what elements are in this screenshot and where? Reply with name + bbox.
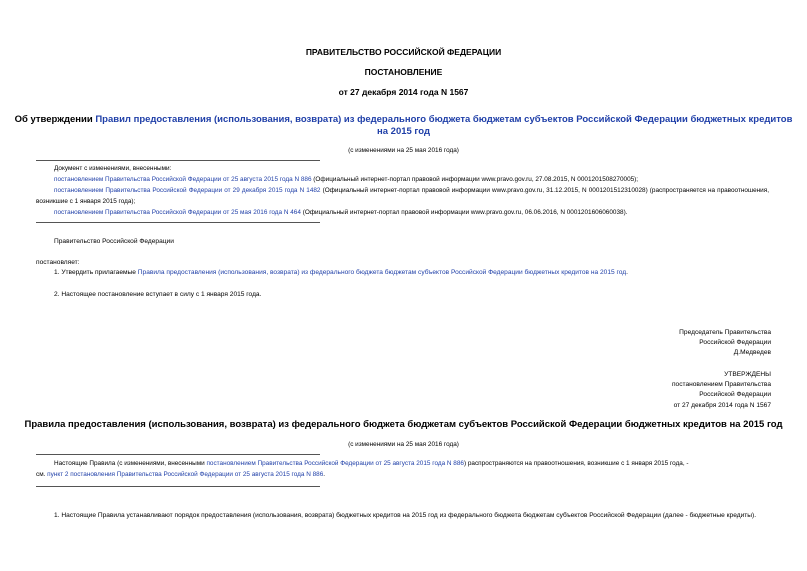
approval-line: от 27 декабря 2014 года N 1567 [673, 401, 771, 409]
amendment-link[interactable]: постановлением Правительства Российской Федерации от 29 декабря 2015 года N 1482 [54, 187, 321, 194]
rules-note-see: см. [36, 471, 48, 478]
document-title [0, 114, 807, 138]
title-prefix: Об утверждении [14, 114, 96, 125]
amendment-details: (Официальный интернет-портал правовой информации www.pravo.gov.ru, 31.12.2015, N 0001201512310028) (распространяется на правоотношения, возникшие с 1 января 2015 года); [36, 187, 769, 205]
rules-note-middle: ) распространяются на правоотношения, возникшие с 1 января 2015 года, - [463, 460, 689, 467]
clause-1 [54, 267, 769, 278]
signature-name: Д.Медведев [733, 349, 771, 357]
rules-note-suffix: . [323, 471, 326, 478]
divider [36, 486, 320, 487]
divider [36, 454, 320, 455]
amendment-link[interactable]: постановлением Правительства Российской Федерации от 25 августа 2015 года N 886 [206, 460, 464, 467]
revision-note: (с изменениями на 25 мая 2016 года) [348, 147, 459, 154]
rules-note-prefix: Настоящие Правила (с изменениями, внесенными [54, 460, 207, 467]
doc-type-heading: ПОСТАНОВЛЕНИЕ [364, 67, 443, 77]
amendment-details: (Официальный интернет-портал правовой информации www.pravo.gov.ru, 06.06.2016, N 0001201606060038). [300, 209, 628, 216]
approval-block [672, 370, 771, 411]
clause-1-prefix: 1. Утвердить прилагаемые [54, 269, 138, 276]
approval-line: постановлением Правительства [671, 381, 771, 389]
revision-note: (с изменениями на 25 мая 2016 года) [348, 441, 459, 448]
government-heading: ПРАВИТЕЛЬСТВО РОССИЙСКОЙ ФЕДЕРАЦИИ [305, 47, 502, 57]
clause-1-suffix: . [626, 269, 628, 276]
date-number-heading: от 27 декабря 2014 года N 1567 [338, 87, 469, 97]
resolves-text: постановляет: [36, 259, 80, 266]
title-rules-link[interactable]: Правил предоставления (использования, возврата) из федерального бюджета бюджетам субъектов Российской Федерации бюджетных кредитов [95, 114, 793, 125]
amendment-link[interactable]: постановлением Правительства Российской Федерации от 25 августа 2015 года N 886 [54, 176, 312, 183]
title-rules-link-cont[interactable]: на 2015 год [377, 126, 430, 137]
rules-note [54, 458, 769, 469]
rules-note-ref [36, 469, 769, 480]
rules-link[interactable]: Правила предоставления (использования, возврата) из федерального бюджета бюджетам субъектов Российской Федерации бюджетных кредитов на 2015 год [137, 269, 627, 276]
amendment-link[interactable]: постановлением Правительства Российской Федерации от 25 мая 2016 года N 464 [54, 209, 301, 216]
amendments-intro: Документ с изменениями, внесенными: [54, 165, 172, 172]
clause-2: 2. Настоящее постановление вступает в силу с 1 января 2015 года. [54, 291, 262, 298]
signature-line: Председатель Правительства [679, 329, 771, 336]
signature-line: Российской Федерации [699, 339, 771, 347]
approval-line: Российской Федерации [699, 391, 771, 399]
amendment-item [54, 207, 769, 218]
signature-block [679, 328, 771, 359]
issuer-text: Правительство Российской Федерации [54, 238, 174, 245]
amendment-item [54, 174, 769, 185]
rules-title: Правила предоставления (использования, возврата) из федерального бюджета бюджетам субъектов Российской Федерации бюджетных кредитов на 2015 год [24, 419, 783, 430]
clause-reference-link[interactable]: пункт 2 постановления Правительства Российской Федерации от 25 августа 2015 года N 886 [47, 471, 324, 478]
rules-clause-1: 1. Настоящие Правила устанавливают порядок предоставления (использования, возврата) бюджетных кредитов на 2015 год из федерального бюджета бюджетам субъектов Российской Федерации (далее - бюджетные кредиты). [54, 512, 757, 519]
amendment-item [36, 185, 769, 207]
amendment-details: (Официальный интернет-портал правовой информации www.pravo.gov.ru, 27.08.2015, N 0001201508270005); [311, 176, 639, 183]
divider [36, 222, 320, 223]
divider [36, 160, 320, 161]
approval-line: УТВЕРЖДЕНЫ [724, 371, 771, 378]
